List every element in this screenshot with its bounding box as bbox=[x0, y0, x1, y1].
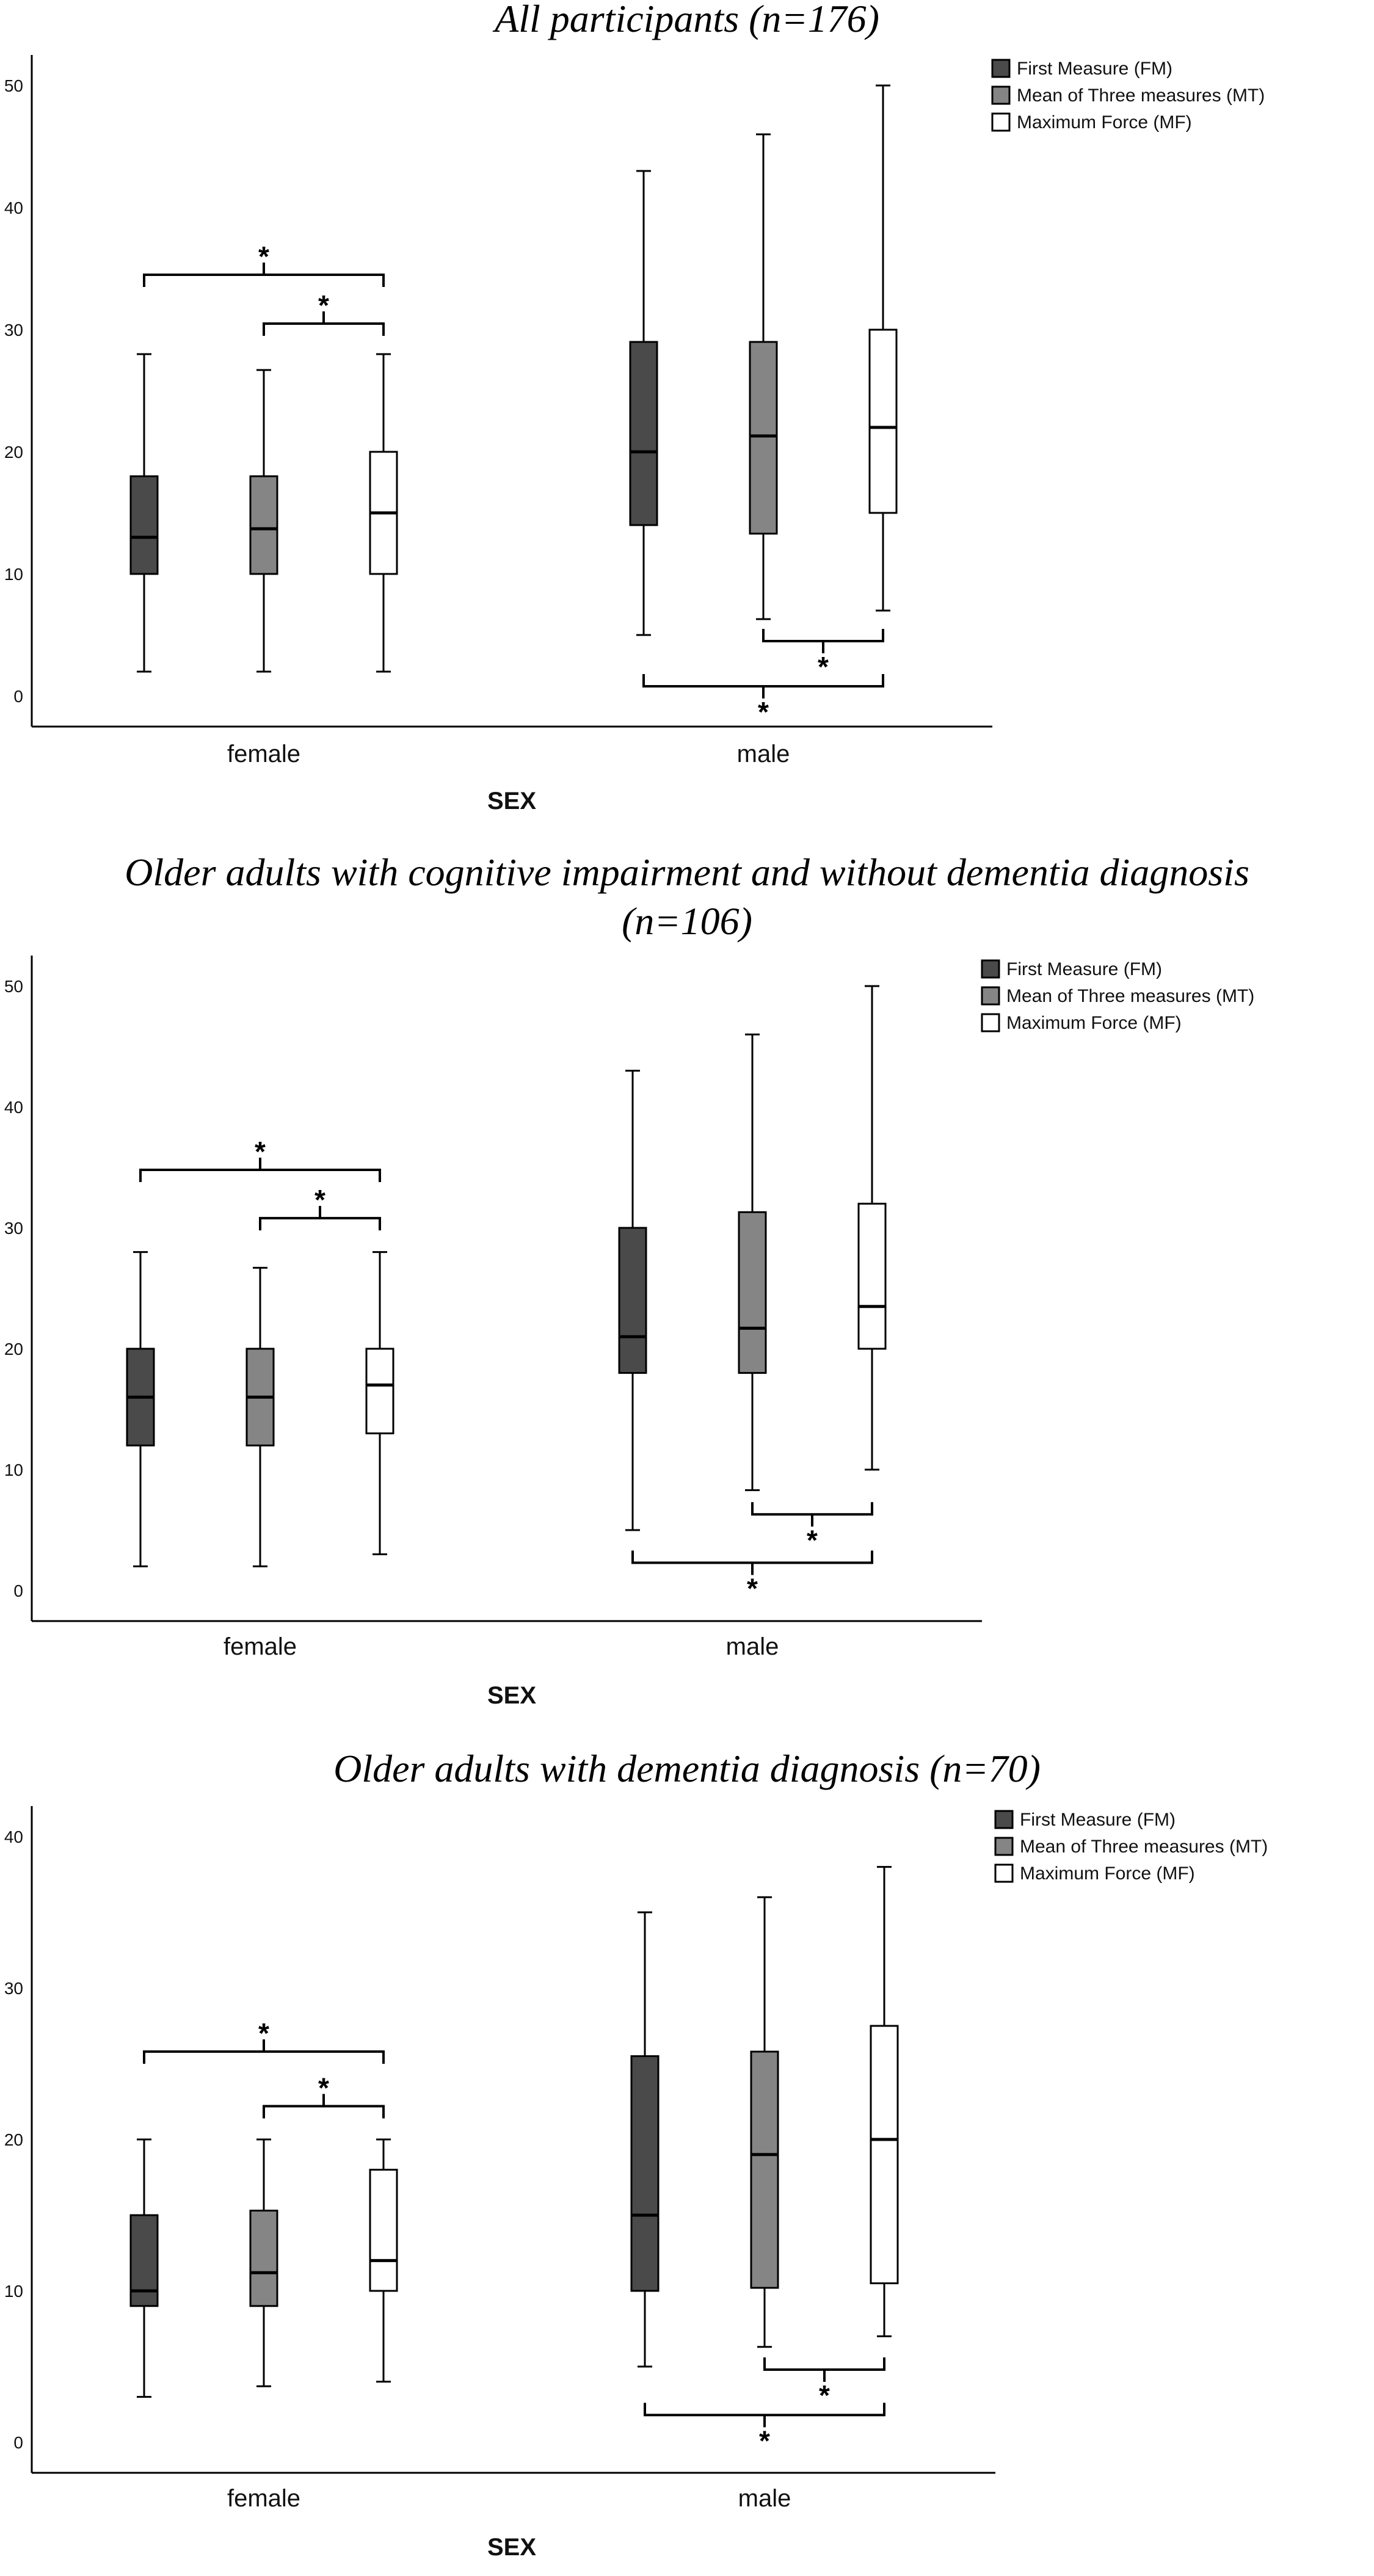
chart-title: All participants (n=176) bbox=[495, 0, 879, 40]
box-iqr bbox=[366, 1349, 393, 1434]
significance-bracket bbox=[264, 2072, 383, 2118]
legend bbox=[995, 1810, 1268, 1884]
significance-bracket bbox=[144, 241, 383, 287]
box-1-0 bbox=[247, 1268, 274, 1566]
box-iqr bbox=[630, 342, 657, 525]
significance-star: * bbox=[747, 1572, 758, 1605]
legend-label: Mean of Three measures (MT) bbox=[1020, 1837, 1268, 1857]
significance-star: * bbox=[255, 1135, 266, 1167]
box-1-1 bbox=[751, 1897, 778, 2347]
chart-panel bbox=[4, 0, 1265, 815]
x-tick-label: female bbox=[227, 741, 301, 767]
box-0-1 bbox=[630, 171, 657, 635]
significance-star: * bbox=[807, 1524, 818, 1556]
x-axis-title: SEX bbox=[487, 2534, 537, 2561]
y-tick-label: 50 bbox=[4, 977, 23, 996]
legend bbox=[982, 959, 1254, 1033]
significance-bracket bbox=[752, 1502, 872, 1556]
significance-bracket bbox=[644, 674, 883, 728]
significance-bracket bbox=[264, 289, 383, 336]
box-iqr bbox=[739, 1212, 766, 1373]
bracket-line bbox=[765, 2357, 884, 2382]
significance-star: * bbox=[818, 651, 829, 683]
box-1-1 bbox=[739, 1034, 766, 1490]
significance-star: * bbox=[819, 2379, 830, 2411]
box-iqr bbox=[131, 476, 158, 574]
chart-title: Older adults with cognitive impairment and without dementia diagnosis bbox=[125, 851, 1249, 894]
legend-swatch bbox=[995, 1811, 1012, 1828]
y-tick-label: 10 bbox=[4, 565, 23, 584]
significance-star: * bbox=[759, 2425, 770, 2457]
significance-bracket bbox=[140, 1136, 380, 1182]
significance-bracket bbox=[645, 2403, 884, 2456]
legend-swatch bbox=[992, 60, 1009, 77]
box-0-1 bbox=[619, 1071, 646, 1530]
y-tick-label: 30 bbox=[4, 1979, 23, 1998]
significance-bracket bbox=[633, 1550, 872, 1604]
significance-star: * bbox=[318, 2072, 329, 2104]
legend-swatch bbox=[982, 960, 999, 978]
significance-star: * bbox=[758, 696, 769, 728]
box-0-1 bbox=[631, 1912, 658, 2367]
box-iqr bbox=[859, 1203, 885, 1349]
y-tick-label: 0 bbox=[13, 2433, 23, 2452]
y-tick-label: 40 bbox=[4, 198, 23, 217]
box-iqr bbox=[751, 2052, 778, 2288]
legend-label: First Measure (FM) bbox=[1020, 1810, 1176, 1830]
legend-swatch bbox=[992, 87, 1009, 104]
y-tick-label: 20 bbox=[4, 443, 23, 462]
legend-swatch bbox=[992, 114, 1009, 131]
legend-swatch bbox=[982, 987, 999, 1004]
box-iqr bbox=[370, 2170, 397, 2291]
legend-swatch bbox=[995, 1865, 1012, 1882]
legend-label: Maximum Force (MF) bbox=[1020, 1863, 1195, 1884]
significance-bracket bbox=[260, 1184, 380, 1230]
box-iqr bbox=[250, 2211, 277, 2306]
legend-label: Maximum Force (MF) bbox=[1017, 112, 1192, 132]
bracket-line bbox=[752, 1502, 872, 1526]
significance-bracket bbox=[144, 2017, 383, 2064]
chart-title: Older adults with dementia diagnosis (n=70) bbox=[333, 1747, 1041, 1790]
y-tick-label: 30 bbox=[4, 321, 23, 339]
box-1-0 bbox=[250, 370, 277, 672]
x-tick-label: female bbox=[223, 1633, 297, 1660]
y-tick-label: 0 bbox=[13, 1581, 23, 1600]
bracket-line bbox=[763, 629, 883, 653]
box-2-0 bbox=[366, 1252, 393, 1555]
box-0-0 bbox=[127, 1252, 154, 1567]
box-1-0 bbox=[250, 2139, 277, 2386]
y-tick-label: 30 bbox=[4, 1219, 23, 1238]
bracket-line bbox=[644, 674, 883, 698]
chart-panel bbox=[4, 851, 1254, 1709]
box-2-0 bbox=[370, 354, 397, 672]
y-tick-label: 50 bbox=[4, 76, 23, 95]
legend-swatch bbox=[982, 1014, 999, 1031]
y-tick-label: 40 bbox=[4, 1827, 23, 1846]
significance-star: * bbox=[318, 289, 329, 321]
x-tick-label: female bbox=[227, 2485, 301, 2512]
box-iqr bbox=[871, 2026, 898, 2284]
x-tick-label: male bbox=[725, 1633, 779, 1660]
y-tick-label: 10 bbox=[4, 1460, 23, 1479]
y-tick-label: 10 bbox=[4, 2282, 23, 2301]
legend bbox=[992, 59, 1265, 132]
x-tick-label: male bbox=[738, 2485, 791, 2512]
box-iqr bbox=[250, 476, 277, 574]
significance-star: * bbox=[314, 1184, 325, 1216]
chart-panel bbox=[4, 1747, 1268, 2561]
box-2-1 bbox=[871, 1867, 898, 2337]
chart-title-line2: (n=106) bbox=[622, 899, 752, 943]
box-0-0 bbox=[131, 2139, 158, 2397]
significance-star: * bbox=[258, 241, 269, 272]
box-1-1 bbox=[750, 134, 777, 619]
box-2-0 bbox=[370, 2139, 397, 2382]
legend-label: Mean of Three measures (MT) bbox=[1006, 986, 1255, 1006]
box-iqr bbox=[631, 2056, 658, 2291]
box-iqr bbox=[619, 1228, 646, 1373]
x-axis-title: SEX bbox=[487, 788, 537, 815]
x-tick-label: male bbox=[736, 741, 790, 767]
x-axis-title: SEX bbox=[487, 1682, 537, 1709]
box-iqr bbox=[750, 342, 777, 534]
box-2-1 bbox=[870, 85, 896, 611]
significance-bracket bbox=[763, 629, 883, 683]
y-tick-label: 20 bbox=[4, 1340, 23, 1359]
y-tick-label: 20 bbox=[4, 2130, 23, 2149]
significance-star: * bbox=[258, 2017, 269, 2050]
legend-swatch bbox=[995, 1838, 1012, 1855]
legend-label: Mean of Three measures (MT) bbox=[1017, 85, 1265, 106]
box-0-0 bbox=[131, 354, 158, 672]
significance-bracket bbox=[765, 2357, 884, 2411]
box-2-1 bbox=[859, 986, 885, 1470]
legend-label: Maximum Force (MF) bbox=[1006, 1013, 1182, 1033]
legend-label: First Measure (FM) bbox=[1017, 59, 1172, 79]
bracket-line bbox=[633, 1550, 872, 1575]
y-tick-label: 0 bbox=[13, 687, 23, 706]
box-iqr bbox=[870, 330, 896, 513]
y-tick-label: 40 bbox=[4, 1098, 23, 1117]
legend-label: First Measure (FM) bbox=[1006, 959, 1162, 979]
bracket-line bbox=[645, 2403, 884, 2427]
